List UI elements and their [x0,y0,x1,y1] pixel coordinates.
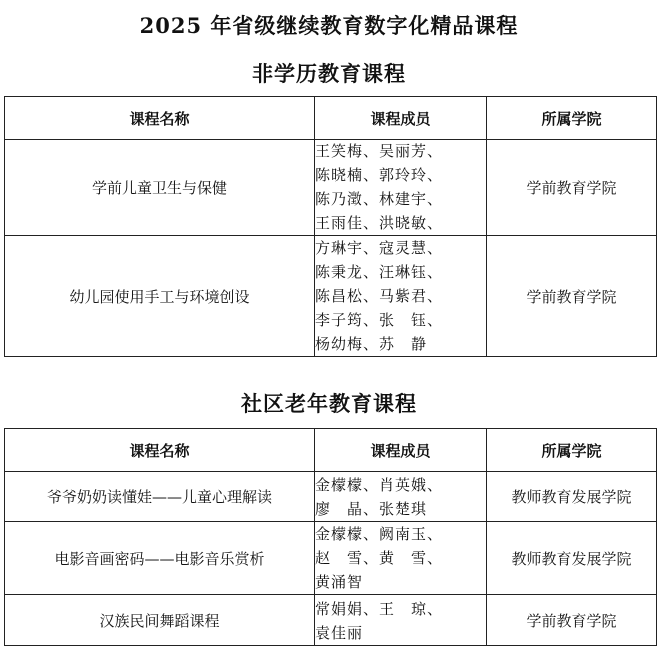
course-members-cell [315,140,487,236]
course-members-cell [315,236,487,357]
section-title-community-elderly: 社区老年教育课程 [241,391,417,416]
member-line: 陈昌松、马紫君、 [315,287,444,305]
college-cell: 学前教育学院 [487,595,657,646]
college-cell: 学前教育学院 [487,140,657,236]
course-table-community-elderly [4,428,657,646]
member-line: 黄涌智 [315,573,364,591]
course-members-cell [315,472,487,522]
member-line: 金檬檬、阙南玉、 [315,525,444,543]
table-row [5,522,657,595]
member-line: 袁佳丽 [315,624,364,642]
header-course-name: 课程名称 [5,97,315,140]
table-row [5,140,657,236]
section-title-non-degree: 非学历教育课程 [252,61,406,86]
member-line: 廖 晶、张楚琪 [315,499,428,518]
header-course-name: 课程名称 [5,429,315,472]
member-line: 王笑梅、吴丽芳、 [315,142,444,160]
header-college: 所属学院 [487,97,657,140]
member-line: 赵 雪、黄 雪、 [315,549,444,567]
member-line: 金檬檬、肖英娥、 [315,475,444,494]
member-line: 方琳宇、寇灵慧、 [315,239,444,257]
college-cell: 教师教育发展学院 [487,522,657,595]
course-name-cell: 汉族民间舞蹈课程 [5,595,315,646]
course-table-non-degree [4,96,657,357]
table-row [5,236,657,357]
member-line: 陈乃澂、林建宇、 [315,190,444,208]
table-row [5,472,657,522]
member-line: 王雨佳、洪晓敏、 [315,214,444,232]
course-members-cell [315,595,487,646]
table-row [5,595,657,646]
member-line: 陈晓楠、郭玲玲、 [315,166,444,184]
course-name-cell: 学前儿童卫生与保健 [5,140,315,236]
page-title: 2025 年省级继续教育数字化精品课程 [139,13,519,38]
header-course-members: 课程成员 [315,429,487,472]
member-line: 李子筠、张 钰、 [315,311,444,329]
header-college: 所属学院 [487,429,657,472]
course-name-cell: 幼儿园使用手工与环境创设 [5,236,315,357]
table-header-row [5,97,657,140]
college-cell: 学前教育学院 [487,236,657,357]
course-members-cell [315,522,487,595]
college-cell: 教师教育发展学院 [487,472,657,522]
course-name-cell: 电影音画密码——电影音乐赏析 [5,522,315,595]
member-line: 杨幼梅、苏 静 [315,335,428,353]
table-header-row [5,429,657,472]
member-line: 陈秉龙、汪琳钰、 [315,263,444,281]
header-course-members: 课程成员 [315,97,487,140]
course-name-cell: 爷爷奶奶读懂娃——儿童心理解读 [5,472,315,522]
member-line: 常娟娟、王 琼、 [315,600,444,618]
